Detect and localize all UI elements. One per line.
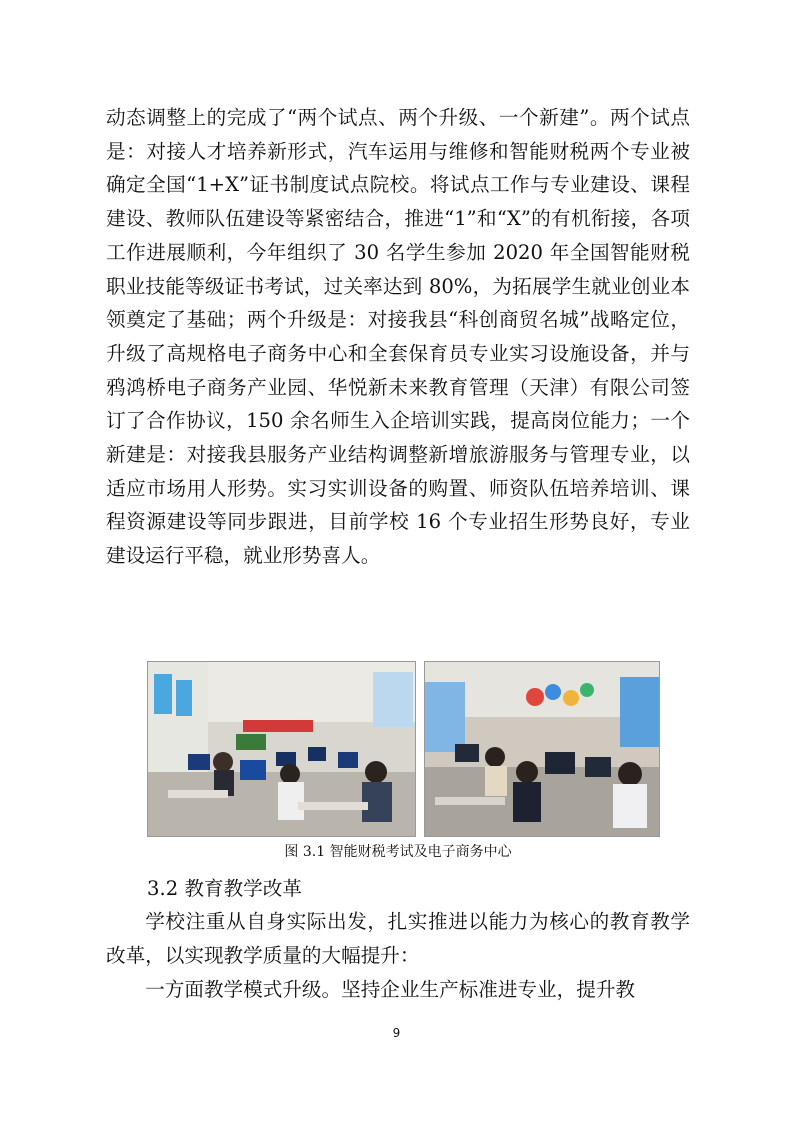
exam-classroom-photo (147, 661, 416, 837)
body-paragraph-3: 一方面教学模式升级。坚持企业生产标准进专业，提升教 (145, 978, 636, 1001)
body-paragraph-1: 动态调整上的完成了“两个试点、两个升级、一个新建”。两个试点是：对接人才培养新形式，汽车运用与维修和智能财税两个专业被确定全国“1+X”证书制度试点院校。将试点工作与专业建设、课程建设、教师队伍建设等紧密结合，推进“1”和“X”的有机衔接，各项工作进展顺利，今年组织了 30 名学生参加 2020 年全国智能财税职业技能等级证书考试，过关率达到 80%，为拓展学生就业创业本领奠定了基础；两个升级是：对接我县“科创商贸名城”战略定位，升级了高规格电子商务中心和全套保育员专业实习设施设备，并与鸦鸿桥电子商务产业园、华悦新未来教育管理（天津）有限公司签订了合作协议，150 余名师生入企培训实践，提高岗位能力；一个新建是：对接我县服务产业结构调整新增旅游服务与管理专业，以适应市场用人形势。实习实训设备的购置、师资队伍培养培训、课程资源建设等同步跟进，目前学校 16 个专业招生形势良好，专业建设运行平稳，就业形势喜人。 (106, 106, 690, 568)
ecommerce-center-photo (424, 661, 660, 837)
section-heading: 3.2 教育教学改革 (147, 877, 302, 900)
figure-caption: 图 3.1 智能财税考试及电子商务中心 (284, 844, 512, 860)
body-paragraph-2: 学校注重从自身实际出发，扎实推进以能力为核心的教育教学改革，以实现教学质量的大幅提升： (106, 910, 690, 967)
page-number: 9 (392, 1026, 401, 1040)
